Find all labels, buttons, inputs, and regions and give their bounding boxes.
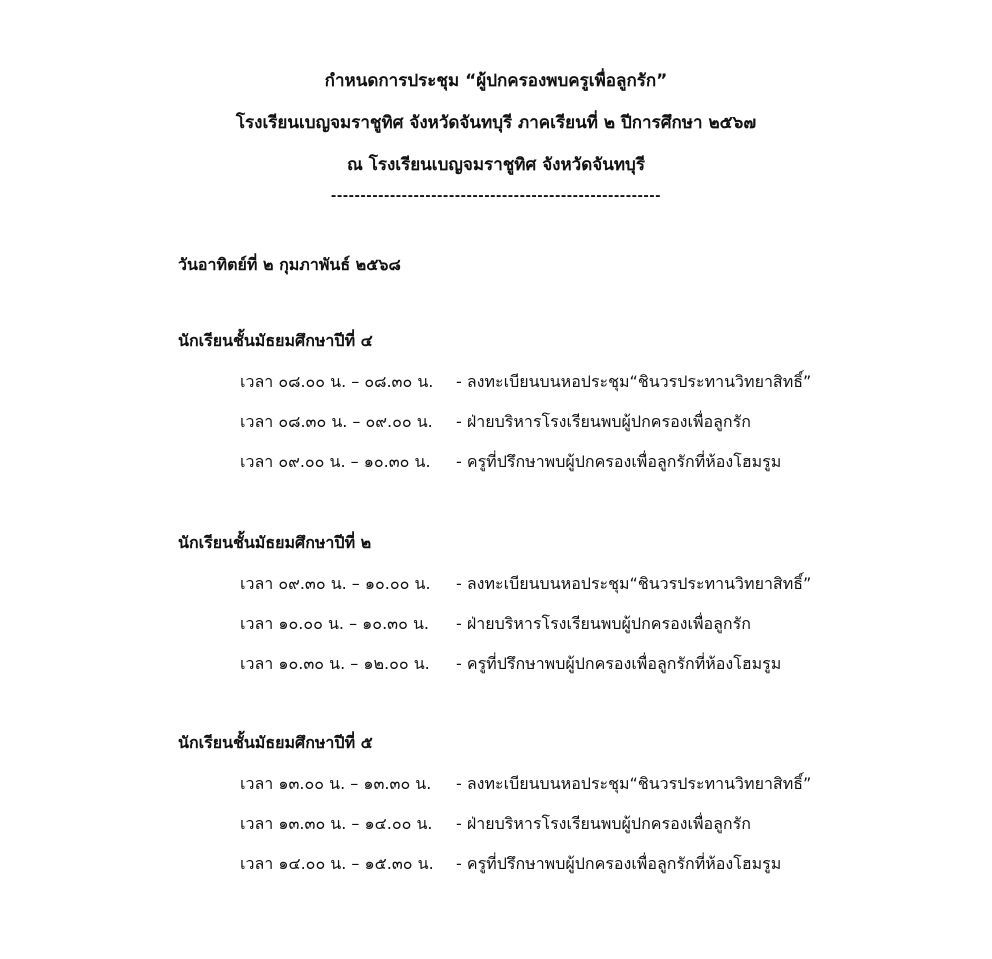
activity: - ฝ่ายบริหารโรงเรียนพบผู้ปกครองเพื่อลูกรัก: [456, 614, 751, 633]
time-range: เวลา ๐๙.๐๐ น. – ๑๐.๓๐ น.: [240, 452, 431, 471]
schedule-row: [178, 442, 958, 482]
schedule-row: [178, 764, 958, 804]
schedule-row: [178, 402, 958, 442]
document-title: กำหนดการประชุม “ผู้ปกครองพบครูเพื่อลูกรัก”: [324, 71, 668, 91]
meeting-date: วันอาทิตย์ที่ ๒ กุมภาพันธ์ ๒๕๖๘: [178, 255, 401, 274]
time-range: เวลา ๐๘.๓๐ น. – ๐๙.๐๐ น.: [240, 412, 433, 431]
document-header: [0, 60, 992, 206]
activity: - ลงทะเบียนบนหอประชุม“ชินวรประทานวิทยาสิทธิ์”: [456, 774, 812, 793]
section-title: นักเรียนชั้นมัธยมศึกษาปีที่ ๕: [178, 733, 373, 752]
time-range: เวลา ๑๐.๐๐ น. – ๑๐.๓๐ น.: [240, 614, 429, 633]
schedule-row: [178, 564, 958, 604]
activity: - ฝ่ายบริหารโรงเรียนพบผู้ปกครองเพื่อลูกรัก: [456, 412, 751, 431]
schedule-row: [178, 644, 958, 684]
time-range: เวลา ๐๘.๐๐ น. – ๐๘.๓๐ น.: [240, 372, 434, 391]
school-term-line: โรงเรียนเบญจมราชูทิศ จังหวัดจันทบุรี ภาคเรียนที่ ๒ ปีการศึกษา ๒๕๖๗: [235, 113, 757, 133]
schedule-section-grade-5: [178, 730, 958, 884]
activity: - ฝ่ายบริหารโรงเรียนพบผู้ปกครองเพื่อลูกรัก: [456, 814, 751, 833]
activity: - ครูที่ปรึกษาพบผู้ปกครองเพื่อลูกรักที่ห้องโฮมรูม: [456, 854, 782, 873]
time-range: เวลา ๐๙.๓๐ น. – ๑๐.๐๐ น.: [240, 574, 431, 593]
schedule-section-grade-2: [178, 530, 958, 684]
activity: - ลงทะเบียนบนหอประชุม“ชินวรประทานวิทยาสิทธิ์”: [456, 372, 812, 391]
time-range: เวลา ๑๓.๓๐ น. – ๑๔.๐๐ น.: [240, 814, 433, 833]
time-range: เวลา ๑๐.๓๐ น. – ๑๒.๐๐ น.: [240, 654, 430, 673]
schedule-row: [178, 844, 958, 884]
time-range: เวลา ๑๔.๐๐ น. – ๑๕.๓๐ น.: [240, 854, 434, 873]
schedule-row: [178, 804, 958, 844]
section-title: นักเรียนชั้นมัธยมศึกษาปีที่ ๒: [178, 533, 372, 552]
time-range: เวลา ๑๓.๐๐ น. – ๑๓.๓๐ น.: [240, 774, 432, 793]
schedule-rows: [178, 362, 958, 482]
schedule-row: [178, 604, 958, 644]
activity: - ครูที่ปรึกษาพบผู้ปกครองเพื่อลูกรักที่ห้องโฮมรูม: [456, 452, 782, 471]
schedule-section-grade-4: [178, 328, 958, 482]
schedule-rows: [178, 564, 958, 684]
schedule-rows: [178, 764, 958, 884]
separator-rule: --------------------------------------------------------: [330, 189, 662, 204]
section-title: นักเรียนชั้นมัธยมศึกษาปีที่ ๔: [178, 331, 373, 350]
activity: - ลงทะเบียนบนหอประชุม“ชินวรประทานวิทยาสิทธิ์”: [456, 574, 812, 593]
venue-line: ณ โรงเรียนเบญจมราชูทิศ จังหวัดจันทบุรี: [347, 155, 645, 175]
activity: - ครูที่ปรึกษาพบผู้ปกครองเพื่อลูกรักที่ห้องโฮมรูม: [456, 654, 782, 673]
schedule-row: [178, 362, 958, 402]
